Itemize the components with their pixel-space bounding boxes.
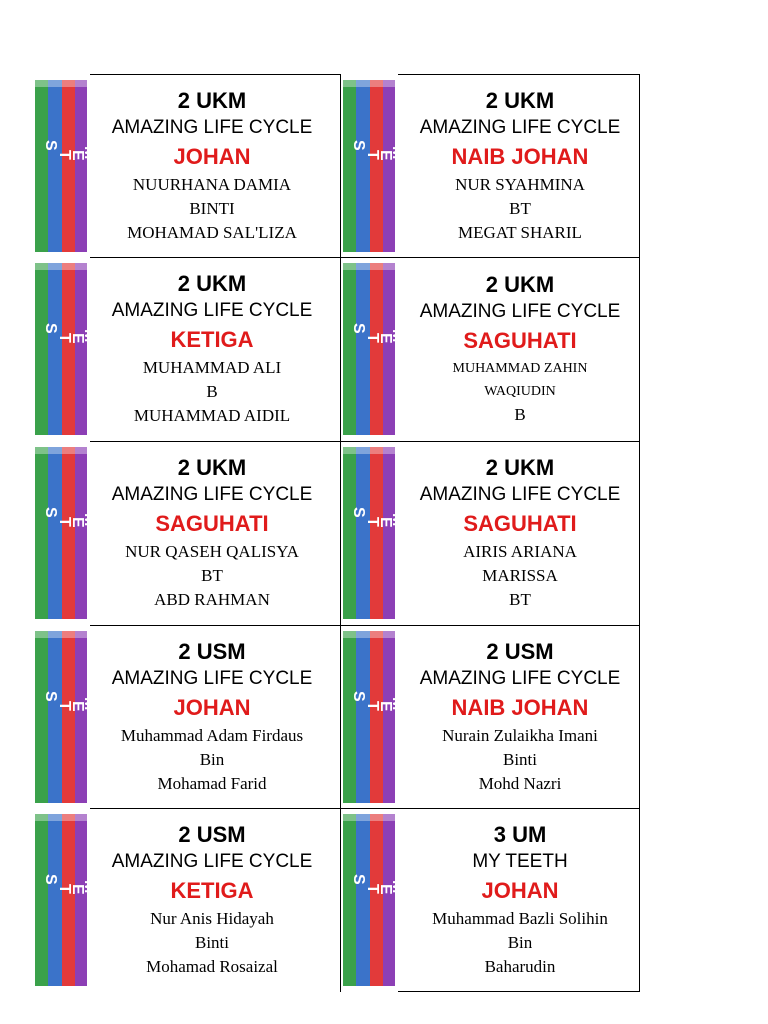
svg-text:E: E	[69, 150, 86, 161]
svg-text:E: E	[69, 333, 86, 344]
certificate-card	[32, 74, 336, 257]
award-label: KETIGA	[170, 326, 254, 352]
certificate-text	[400, 808, 640, 991]
student-name-line: Nur Anis Hidayah	[150, 908, 274, 928]
stem-logo-icon	[32, 263, 98, 435]
project-title: AMAZING LIFE CYCLE	[111, 667, 313, 689]
certificate-text	[92, 625, 332, 808]
student-name-line: WAQIUDIN	[484, 383, 556, 399]
certificate-text	[92, 441, 332, 624]
project-title: AMAZING LIFE CYCLE	[111, 850, 313, 872]
svg-text:S: S	[42, 323, 59, 334]
class-code: 2 UKM	[485, 454, 555, 480]
svg-text:M: M	[81, 697, 98, 711]
award-label: SAGUHATI	[463, 327, 577, 353]
student-name-line: MARISSA	[482, 565, 558, 585]
svg-text:T: T	[364, 884, 381, 894]
stem-logo-icon	[340, 447, 406, 619]
award-label: JOHAN	[173, 143, 251, 169]
stem-logo-icon	[340, 80, 406, 252]
student-name-line: MUHAMMAD ZAHIN	[452, 360, 588, 376]
project-title: AMAZING LIFE CYCLE	[419, 116, 621, 138]
svg-text:E: E	[69, 701, 86, 712]
project-title: MY TEETH	[472, 850, 568, 872]
student-name-line: B	[514, 404, 526, 424]
project-title: AMAZING LIFE CYCLE	[111, 116, 313, 138]
svg-text:S: S	[350, 323, 367, 334]
svg-text:T: T	[364, 333, 381, 343]
stem-logo-icon	[32, 814, 98, 986]
class-code: 2 USM	[178, 638, 246, 664]
svg-text:S: S	[350, 507, 367, 518]
class-code: 2 UKM	[177, 454, 247, 480]
certificate-text	[92, 808, 332, 991]
student-name-line: Mohamad Rosaizal	[146, 956, 278, 976]
certificate-text	[400, 441, 640, 624]
svg-text:M: M	[389, 329, 406, 343]
svg-text:T: T	[56, 333, 73, 343]
svg-text:E: E	[377, 333, 394, 344]
certificate-card	[32, 808, 336, 991]
student-name-line: BT	[509, 198, 531, 218]
svg-text:S: S	[42, 507, 59, 518]
student-name-line: Nurain Zulaikha Imani	[442, 725, 598, 745]
student-name-line: Muhammad Bazli Solihin	[432, 908, 608, 928]
svg-text:E: E	[377, 701, 394, 712]
svg-text:T: T	[56, 517, 73, 527]
award-label: SAGUHATI	[463, 510, 577, 536]
class-code: 2 UKM	[485, 87, 555, 113]
certificate-text	[400, 625, 640, 808]
svg-text:M: M	[81, 880, 98, 894]
student-name-line: Mohamad Farid	[157, 773, 267, 793]
svg-text:S: S	[42, 140, 59, 151]
student-name-line: AIRIS ARIANA	[463, 541, 577, 561]
student-name-line: Bin	[507, 932, 533, 952]
svg-text:M: M	[389, 513, 406, 527]
student-name-line: Binti	[502, 749, 537, 769]
svg-text:E: E	[69, 517, 86, 528]
svg-text:S: S	[350, 874, 367, 885]
student-name-line: Bin	[199, 749, 225, 769]
student-name-line: Mohd Nazri	[478, 773, 562, 793]
svg-text:E: E	[377, 517, 394, 528]
certificate-text	[400, 257, 640, 440]
certificate-card	[32, 257, 336, 440]
student-name-line: BT	[201, 565, 223, 585]
stem-logo-icon	[340, 814, 406, 986]
certificate-card	[32, 625, 336, 808]
class-code: 2 USM	[486, 638, 554, 664]
student-name-line: MEGAT SHARIL	[458, 222, 582, 242]
certificate-sheet	[32, 74, 640, 992]
stem-logo-icon	[32, 447, 98, 619]
student-name-line: NUURHANA DAMIA	[132, 174, 292, 194]
student-name-line: Baharudin	[484, 956, 556, 976]
svg-text:M: M	[389, 697, 406, 711]
svg-text:T: T	[364, 517, 381, 527]
stem-logo-icon	[32, 80, 98, 252]
certificate-card	[340, 625, 644, 808]
svg-text:T: T	[364, 150, 381, 160]
svg-text:M: M	[81, 329, 98, 343]
award-label: JOHAN	[173, 694, 251, 720]
certificate-card	[340, 74, 644, 257]
certificate-text	[92, 74, 332, 257]
svg-text:T: T	[56, 884, 73, 894]
project-title: AMAZING LIFE CYCLE	[419, 300, 621, 322]
grid-line	[398, 991, 640, 992]
svg-text:M: M	[389, 880, 406, 894]
student-name-line: MOHAMAD SAL'LIZA	[127, 222, 297, 242]
svg-text:M: M	[81, 513, 98, 527]
certificate-card	[340, 441, 644, 624]
certificate-card	[32, 441, 336, 624]
student-name-line: ABD RAHMAN	[154, 589, 270, 609]
svg-text:S: S	[350, 691, 367, 702]
class-code: 2 UKM	[177, 87, 247, 113]
student-name-line: NUR QASEH QALISYA	[125, 541, 299, 561]
award-label: NAIB JOHAN	[451, 143, 589, 169]
project-title: AMAZING LIFE CYCLE	[111, 299, 313, 321]
student-name-line: B	[206, 381, 218, 401]
stem-logo-icon	[340, 263, 406, 435]
student-name-line: BINTI	[189, 198, 235, 218]
svg-text:S: S	[42, 691, 59, 702]
svg-text:T: T	[364, 701, 381, 711]
stem-logo-icon	[32, 631, 98, 803]
svg-text:M: M	[389, 146, 406, 160]
class-code: 2 USM	[178, 821, 246, 847]
svg-text:S: S	[350, 140, 367, 151]
student-name-line: BT	[509, 589, 531, 609]
svg-text:T: T	[56, 701, 73, 711]
certificate-text	[400, 74, 640, 257]
project-title: AMAZING LIFE CYCLE	[111, 483, 313, 505]
svg-text:E: E	[377, 884, 394, 895]
project-title: AMAZING LIFE CYCLE	[419, 483, 621, 505]
student-name-line: MUHAMMAD ALI	[142, 357, 282, 377]
class-code: 3 UM	[493, 821, 547, 847]
certificate-text	[92, 257, 332, 440]
award-label: KETIGA	[170, 877, 254, 903]
student-name-line: NUR SYAHMINA	[455, 174, 585, 194]
certificate-card	[340, 257, 644, 440]
svg-text:E: E	[377, 150, 394, 161]
student-name-line: Binti	[194, 932, 229, 952]
student-name-line: Muhammad Adam Firdaus	[120, 725, 304, 745]
class-code: 2 UKM	[177, 270, 247, 296]
svg-text:T: T	[56, 150, 73, 160]
stem-logo-icon	[340, 631, 406, 803]
student-name-line: MUHAMMAD AIDIL	[133, 405, 291, 425]
certificate-card	[340, 808, 644, 991]
award-label: SAGUHATI	[155, 510, 269, 536]
svg-text:S: S	[42, 874, 59, 885]
award-label: JOHAN	[481, 877, 559, 903]
award-label: NAIB JOHAN	[451, 694, 589, 720]
class-code: 2 UKM	[485, 271, 555, 297]
svg-text:M: M	[81, 146, 98, 160]
project-title: AMAZING LIFE CYCLE	[419, 667, 621, 689]
svg-text:E: E	[69, 884, 86, 895]
